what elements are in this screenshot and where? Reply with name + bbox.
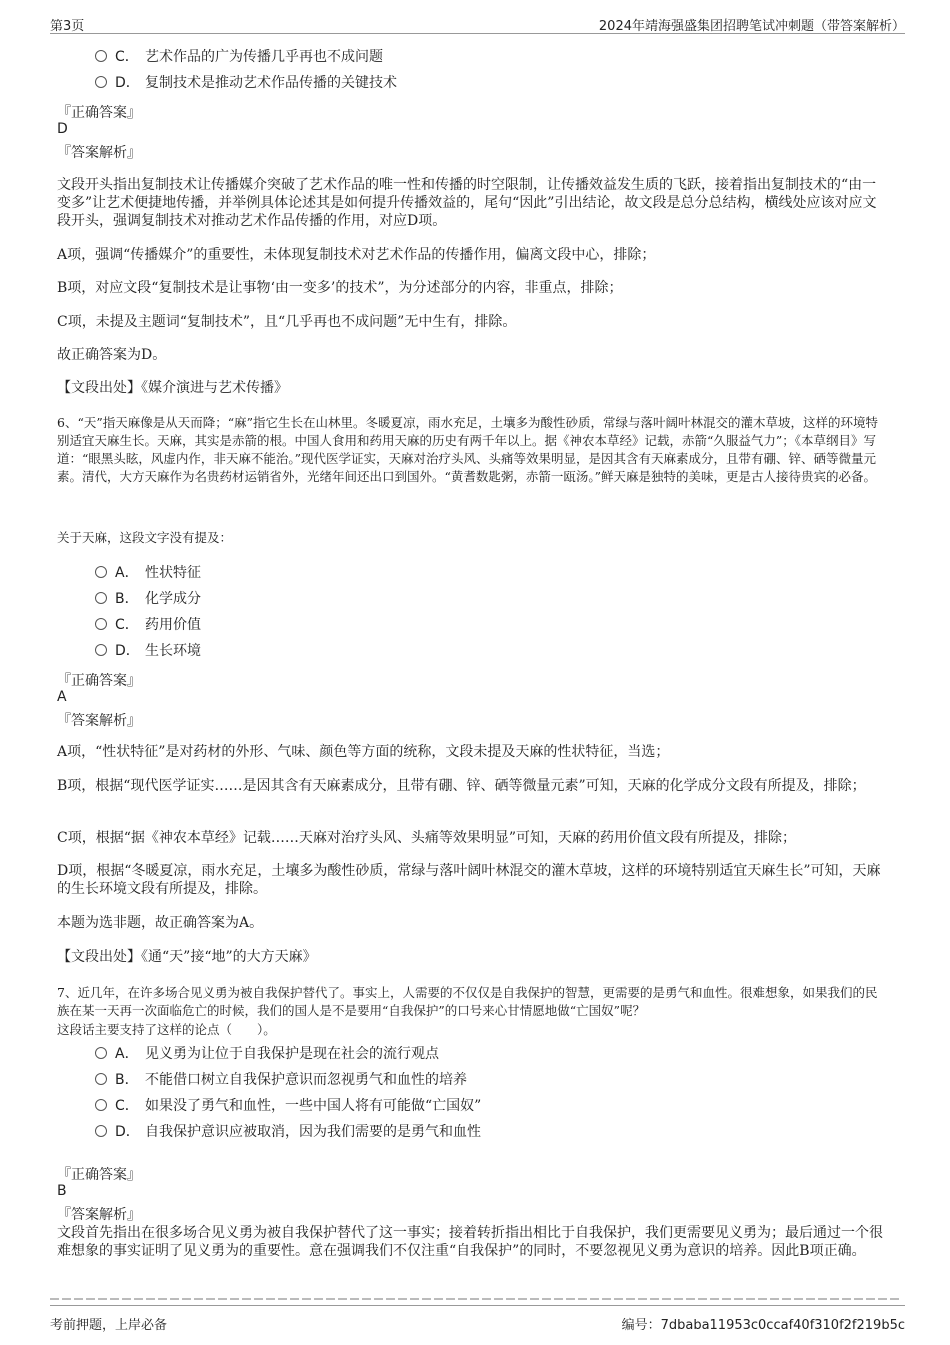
analysis-paragraph: 文段开头指出复制技术让传播媒介突破了艺术作品的唯一性和传播的时空限制，让传播效益发生质的飞跃，接着指出复制技术的“由一变多”让艺术便捷地传播，并举例具体论述其是如何提升传播效益的，尾句“因此”引出结论，故文段是总分总结构，横线处应该对应文段开头，强调复制技术对推动艺术作品传播的作用，对应D项。	[57, 177, 877, 229]
radio-icon[interactable]	[95, 618, 107, 630]
analysis-paragraph: D项，根据“冬暖夏凉，雨水充足，土壤多为酸性砂质，常绿与落叶阔叶林混交的灌木草坡，这样的环境特别适宜天麻生长”可知，天麻的生长环境文段有所提及，排除。	[57, 863, 881, 897]
answer-label: 『正确答案』	[57, 1167, 141, 1183]
radio-icon[interactable]	[95, 76, 107, 88]
radio-icon[interactable]	[95, 50, 107, 62]
analysis-label: 『答案解析』	[57, 1207, 141, 1223]
analysis-paragraph: 本题为选非题，故正确答案为A。	[57, 915, 264, 931]
radio-icon[interactable]	[95, 1125, 107, 1137]
q6-option-d[interactable]: D． 生长环境	[95, 642, 201, 660]
radio-icon[interactable]	[95, 1047, 107, 1059]
analysis-paragraph: A项，“性状特征”是对药材的外形、气味、颜色等方面的统称，文段未提及天麻的性状特征，当选；	[57, 744, 670, 760]
page-number: 第3页	[50, 19, 85, 34]
q7-option-c[interactable]: C． 如果没了勇气和血性，一些中国人将有可能做“亡国奴”	[95, 1097, 481, 1115]
document-title: 2024年靖海强盛集团招聘笔试冲刺题（带答案解析）	[598, 19, 905, 34]
radio-icon[interactable]	[95, 566, 107, 578]
analysis-paragraph: C项，未提及主题词“复制技术”，且“几乎再也不成问题”无中生有，排除。	[57, 314, 517, 330]
q6-option-b[interactable]: B． 化学成分	[95, 590, 201, 608]
analysis-paragraph: B项，根据“现代医学证实……是因其含有天麻素成分，且带有硼、锌、硒等微量元素”可知，天麻的化学成分文段有所提及，排除；	[57, 778, 866, 794]
analysis-paragraph: B项，对应文段“复制技术是让事物‘由一变多’的技术”，为分述部分的内容，非重点，排除；	[57, 280, 623, 296]
analysis-label: 『答案解析』	[57, 713, 141, 729]
q6-option-c[interactable]: C． 药用价值	[95, 616, 201, 634]
answer-label: 『正确答案』	[57, 673, 141, 689]
analysis-paragraph: 故正确答案为D。	[57, 347, 167, 363]
source-citation: 【文段出处】《通“天”接“地”的大方天麻》	[57, 949, 317, 965]
answer-value: B	[57, 1183, 67, 1199]
q7-option-d[interactable]: D． 自我保护意识应被取消，因为我们需要的是勇气和血性	[95, 1123, 481, 1141]
q6-option-a[interactable]: A． 性状特征	[95, 564, 201, 582]
q5-option-d[interactable]: D． 复制技术是推动艺术作品传播的关键技术	[95, 74, 397, 92]
q5-option-c[interactable]: C． 艺术作品的广为传播几乎再也不成问题	[95, 48, 383, 66]
analysis-label: 『答案解析』	[57, 145, 141, 161]
answer-label: 『正确答案』	[57, 105, 141, 121]
source-citation: 【文段出处】《媒介演进与艺术传播》	[57, 380, 288, 396]
page-header	[50, 13, 905, 34]
radio-icon[interactable]	[95, 592, 107, 604]
question-prompt: 这段话主要支持了这样的论点（ ）。	[57, 1022, 276, 1037]
question-stem: 7、近几年，在许多场合见义勇为被自我保护替代了。事实上，人需要的不仅仅是自我保护的智慧，更需要的是勇气和血性。很难想象，如果我们的民族在某一天再一次面临危亡的时候，我们的国人是不是要用“自我保护”的口号来心甘情愿地做“亡国奴”呢？	[57, 985, 878, 1018]
radio-icon[interactable]	[95, 1099, 107, 1111]
truncated-text-line	[50, 1295, 900, 1303]
analysis-paragraph: C项，根据“据《神农本草经》记载……天麻对治疗头风、头痛等效果明显”可知，天麻的药用价值文段有所提及，排除；	[57, 830, 797, 846]
document-serial: 编号：7dbaba11953c0ccaf40f310f2f219b5c	[621, 1318, 905, 1333]
footer-slogan: 考前押题，上岸必备	[50, 1318, 168, 1333]
analysis-paragraph: A项，强调“传播媒介”的重要性，未体现复制技术对艺术作品的传播作用，偏离文段中心，排除；	[57, 247, 656, 263]
analysis-paragraph: 文段首先指出在很多场合见义勇为被自我保护替代了这一事实；接着转折指出相比于自我保护，我们更需要见义勇为；最后通过一个很难想象的事实证明了见义勇为的重要性。意在强调我们不仅注重“自我保护”的同时，不要忽视见义勇为意识的培养。因此B项正确。	[57, 1225, 883, 1259]
answer-value: D	[57, 121, 68, 137]
answer-value: A	[57, 689, 67, 705]
page-footer	[50, 1305, 905, 1336]
q7-option-b[interactable]: B． 不能借口树立自我保护意识而忽视勇气和血性的培养	[95, 1071, 467, 1089]
radio-icon[interactable]	[95, 1073, 107, 1085]
question-prompt: 关于天麻，这段文字没有提及：	[57, 530, 233, 545]
q7-option-a[interactable]: A． 见义勇为让位于自我保护是现在社会的流行观点	[95, 1045, 439, 1063]
question-stem: 6、“天”指天麻像是从天而降；“麻”指它生长在山林里。冬暖夏凉，雨水充足，土壤多为酸性砂质，常绿与落叶阔叶林混交的灌木草坡，这样的环境特别适宜天麻生长。天麻，其实是赤箭的根。中国人食用和药用天麻的历史有两千年以上。据《神农本草经》记载，赤箭“久服益气力”；《本草纲目》写道：“眼黑头眩，风虚内作，非天麻不能治。”现代医学证实，天麻对治疗头风、头痛等效果明显，是因其含有天麻素成分，且带有硼、锌、硒等微量元素。清代，大方天麻作为名贵药材运销省外，光绪年间还出口到国外。“黄耆数匙粥，赤箭一瓯汤。”鲜天麻是独特的美味，更是古人接待贵宾的必备。	[57, 415, 879, 484]
radio-icon[interactable]	[95, 644, 107, 656]
